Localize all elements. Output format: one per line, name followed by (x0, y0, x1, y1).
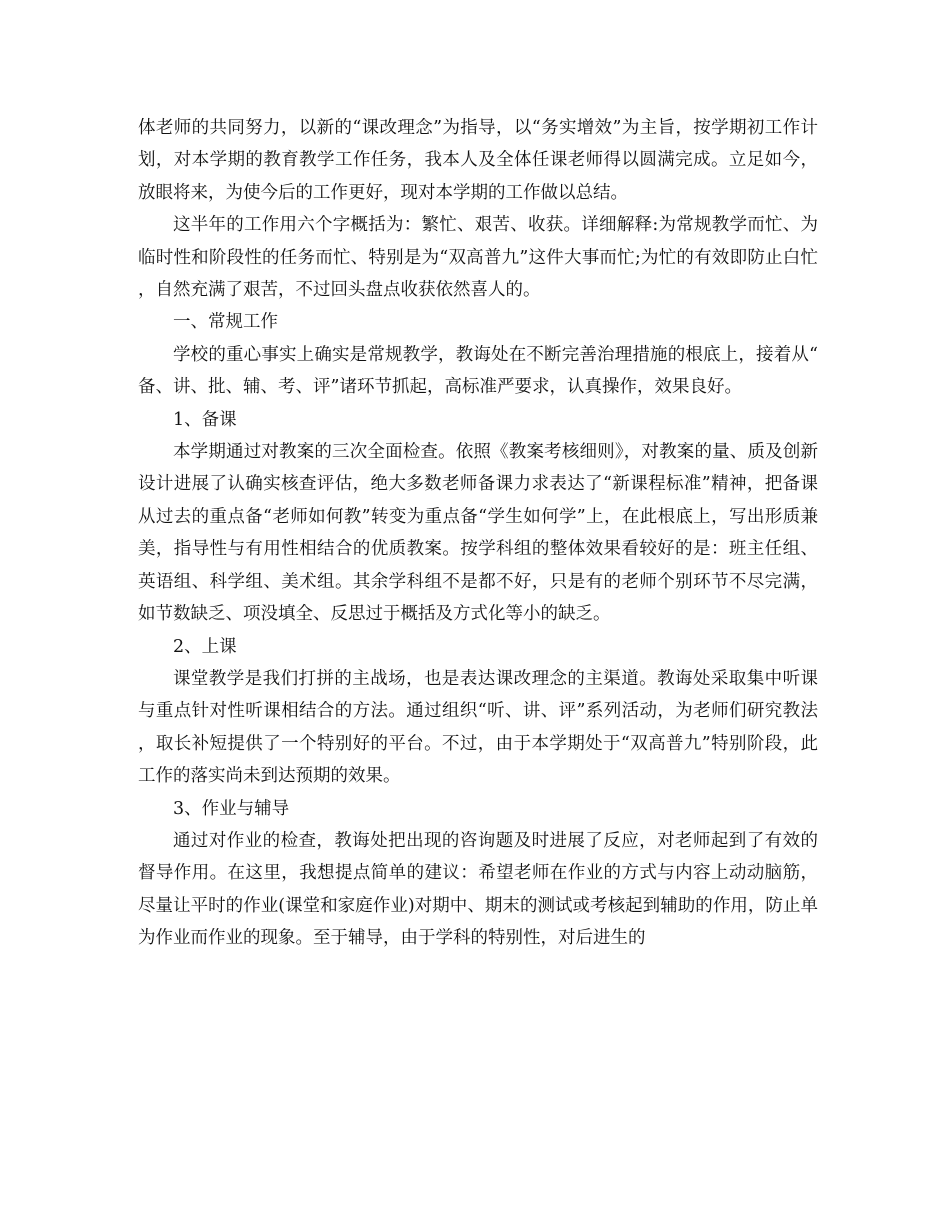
subheading-homework-tutoring: 3、作业与辅导 (173, 798, 290, 819)
paragraph-homework-tutoring: 通过对作业的检查，教诲处把出现的咨询题及时进展了反应，对老师起到了有效的督导作用。在这里，我想提点简单的建议：希望老师在作业的方式与内容上动动脑筋，尽量让平时的作业(课堂和家庭作业)对期中、期末的测试或考核起到辅助的作用，防止单为作业而作业的现象。至于辅导，由于学科的特别性，对后进生的 (138, 830, 818, 949)
paragraph-routine-work: 学校的重心事实上确实是常规教学，教诲处在不断完善治理措施的根底上，接着从“备、讲、批、辅、考、评”诸环节抓起，高标准严要求，认真操作，效果良好。 (138, 344, 818, 398)
subheading-lesson-prep: 1、备课 (173, 409, 237, 430)
document-body (138, 112, 818, 955)
section-heading-routine-work: 一、常规工作 (173, 312, 278, 333)
paragraph-summary: 这半年的工作用六个字概括为：繁忙、艰苦、收获。详细解释:为常规教学而忙、为临时性和阶段性的任务而忙、特别是为“双高普九”这件大事而忙;为忙的有效即防止白忙，自然充满了艰苦，不过回头盘点收获依然喜人的。 (138, 215, 818, 301)
paragraph-teaching: 课堂教学是我们打拼的主战场，也是表达课改理念的主渠道。教诲处采取集中听课与重点针对性听课相结合的方法。通过组织“听、讲、评”系列活动，为老师们研究教法，取长补短提供了一个特别好的平台。不过，由于本学期处于“双高普九”特别阶段，此工作的落实尚未到达预期的效果。 (138, 668, 818, 787)
paragraph-intro: 体老师的共同努力，以新的“课改理念”为指导，以“务实增效”为主旨，按学期初工作计划，对本学期的教育教学工作任务，我本人及全体任课老师得以圆满完成。立足如今，放眼将来，为使今后的工作更好，现对本学期的工作做以总结。 (138, 118, 818, 203)
paragraph-lesson-prep: 本学期通过对教案的三次全面检查。依照《教案考核细则》，对教案的量、质及创新设计进展了认确实核查评估，绝大多数老师备课力求表达了“新课程标准”精神，把备课从过去的重点备“老师如何教”转变为重点备“学生如何学”上，在此根底上，写出形质兼美，指导性与有用性相结合的优质教案。按学科组的整体效果看较好的是：班主任组、英语组、科学组、美术组。其余学科组不是都不好，只是有的老师个别环节不尽完满，如节数缺乏、项没填全、反思过于概括及方式化等小的缺乏。 (138, 442, 818, 625)
subheading-teaching: 2、上课 (173, 636, 237, 657)
